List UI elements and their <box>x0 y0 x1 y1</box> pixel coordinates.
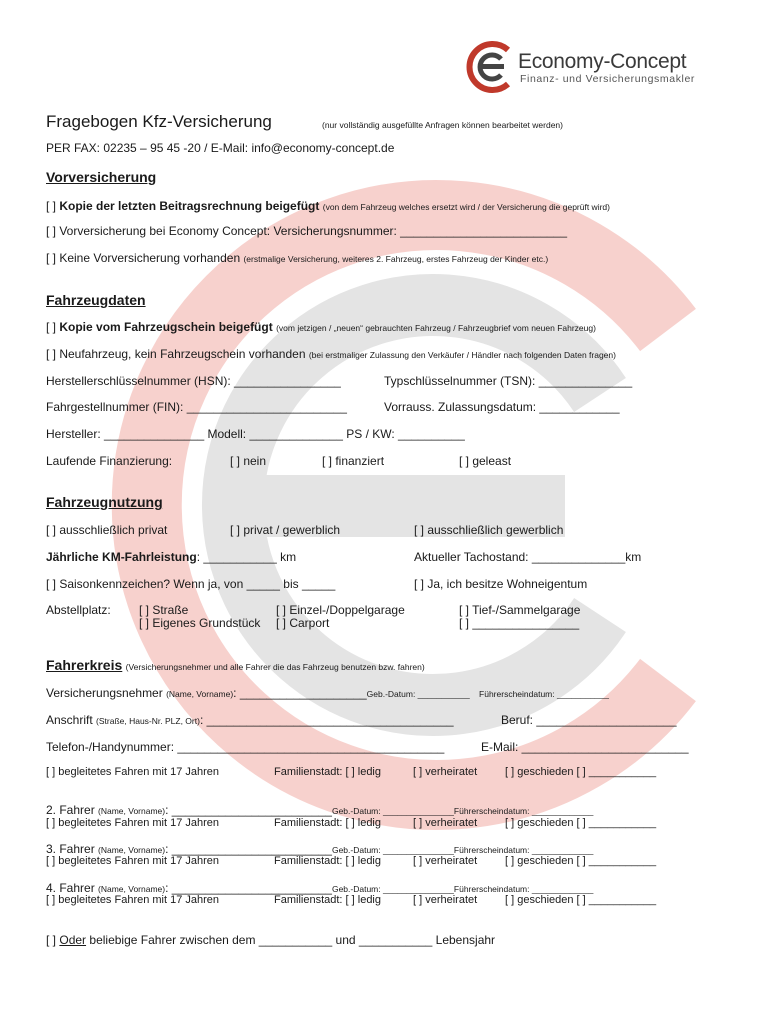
fahrer-2-name-field[interactable] <box>46 803 593 817</box>
company-logo-icon <box>462 40 516 94</box>
fahrer-3-begleitet[interactable]: [ ] begleitetes Fahren mit 17 Jahren <box>46 855 220 867</box>
option-geleast[interactable]: [ ] geleast <box>459 454 512 468</box>
fahrer-4-geschieden[interactable]: [ ] geschieden [ ] ___________ <box>505 894 657 906</box>
option-garage[interactable]: [ ] Einzel-/Doppelgarage <box>276 603 405 617</box>
vn-geb[interactable]: Geb.-Datum: ___________ <box>366 689 470 699</box>
vn-blank: : ___________________ <box>233 686 367 700</box>
fahrer-label: 4. Fahrer <box>46 881 95 895</box>
fahrer-fs[interactable]: Führerscheindatum: _____________ <box>453 845 594 855</box>
option-grundstueck[interactable]: [ ] Eigenes Grundstück <box>139 616 261 630</box>
telefon-field[interactable]: Telefon-/Handynummer: ________________________________________ <box>46 740 445 754</box>
vn-fs[interactable]: Führerscheindatum: ___________ <box>479 689 609 699</box>
fahrer-3-verheiratet[interactable]: [ ] verheiratet <box>413 855 478 867</box>
fahrer-4-verheiratet[interactable]: [ ] verheiratet <box>413 894 478 906</box>
fahrer-2-geschieden[interactable]: [ ] geschieden [ ] ___________ <box>505 817 657 829</box>
fahrer-4-begleitet[interactable]: [ ] begleitetes Fahren mit 17 Jahren <box>46 894 220 906</box>
vn-geschieden[interactable]: [ ] geschieden [ ] ___________ <box>505 766 657 778</box>
vorversicherung-row-3[interactable] <box>46 251 548 265</box>
row-label: Kopie der letzten Beitragsrechnung beigefügt <box>59 199 320 213</box>
saison-field[interactable]: [ ] Saisonkennzeichen? Wenn ja, von _____ bis _____ <box>46 577 336 591</box>
fahrer-3-name-field[interactable] <box>46 842 593 856</box>
fahrer-2-familienstand[interactable]: Familienstadt: [ ] ledig <box>274 817 381 829</box>
km-field[interactable] <box>46 550 296 564</box>
fahrer-blank: : ________________________ <box>165 881 332 895</box>
option-nein[interactable]: [ ] nein <box>230 454 267 468</box>
km-label: Jährliche KM-Fahrleistung <box>46 550 197 564</box>
vn-name-field[interactable] <box>46 686 609 700</box>
fahrer-geb[interactable]: Geb.-Datum: _______________ <box>331 884 454 894</box>
option-privat-gewerblich[interactable]: [ ] privat / gewerblich <box>230 523 341 537</box>
tacho-field[interactable]: Aktueller Tachostand: ______________km <box>414 550 642 564</box>
fahrer-geb[interactable]: Geb.-Datum: _______________ <box>331 845 454 855</box>
tsn-field[interactable]: Typschlüsselnummer (TSN): ______________ <box>384 374 633 388</box>
fahrer-blank: : ________________________ <box>165 842 332 856</box>
option-gewerblich[interactable]: [ ] ausschließlich gewerblich <box>414 523 564 537</box>
checkbox[interactable]: [ ] <box>46 199 57 213</box>
option-strasse[interactable]: [ ] Straße <box>139 603 189 617</box>
hsn-field[interactable]: Herstellerschlüsselnummer (HSN): ________________ <box>46 374 341 388</box>
checkbox[interactable]: [ ] <box>46 320 57 334</box>
fahrer-fs[interactable]: Führerscheindatum: _____________ <box>453 806 594 816</box>
fahrzeugdaten-row-1 <box>46 320 596 334</box>
anschrift-blank: : _____________________________________ <box>199 713 454 727</box>
vn-note: (Name, Vorname) <box>166 689 234 699</box>
row-label: Kopie vom Fahrzeugschein beigefügt <box>59 320 273 334</box>
fahrer-note: (Name, Vorname) <box>98 884 166 894</box>
anschrift-note: (Straße, Haus-Nr. PLZ, Ort) <box>96 716 200 726</box>
fahrer-note: (Name, Vorname) <box>98 845 166 855</box>
row-label: [ ] Neufahrzeug, kein Fahrzeugschein vorhanden <box>46 347 306 361</box>
fahrer-geb[interactable]: Geb.-Datum: _______________ <box>331 806 454 816</box>
option-sonstiges[interactable]: [ ] ________________ <box>459 616 580 630</box>
fahrer-3-familienstand[interactable]: Familienstadt: [ ] ledig <box>274 855 381 867</box>
section-heading-fahrzeugnutzung: Fahrzeugnutzung <box>46 494 163 510</box>
row-note: (bei erstmaliger Zulassung den Verkäufer / Händler nach folgenden Daten fragen) <box>308 350 616 360</box>
fahrer-blank: : ________________________ <box>165 803 332 817</box>
page-title: Fragebogen Kfz-Versicherung <box>46 112 272 131</box>
section-heading-fahrzeugdaten: Fahrzeugdaten <box>46 292 146 308</box>
fahrer-label: 2. Fahrer <box>46 803 95 817</box>
oder-word: Oder <box>59 933 87 947</box>
option-tiefgarage[interactable]: [ ] Tief-/Sammelgarage <box>459 603 581 617</box>
logo-subtitle: Finanz- und Versicherungsmakler <box>520 73 696 85</box>
fahrer-4-familienstand[interactable]: Familienstadt: [ ] ledig <box>274 894 381 906</box>
checkbox[interactable]: [ ] <box>46 933 57 947</box>
km-blank: : ___________ km <box>196 550 297 564</box>
option-wohneigentum[interactable]: [ ] Ja, ich besitze Wohneigentum <box>414 577 588 591</box>
beruf-field[interactable]: Beruf: _____________________ <box>501 713 677 727</box>
vorversicherung-row-2[interactable]: [ ] Vorversicherung bei Economy Concept: Versicherungsnummer: _________________________ <box>46 224 568 238</box>
vn-verheiratet[interactable]: [ ] verheiratet <box>413 766 478 778</box>
row-note: (vom jetzigen / „neuen“ gebrauchten Fahrzeug / Fahrzeugbrief vom neuen Fahrzeug) <box>276 323 596 333</box>
fin-field[interactable]: Fahrgestellnummer (FIN): ________________________ <box>46 400 347 414</box>
fahrer-3-geschieden[interactable]: [ ] geschieden [ ] ___________ <box>505 855 657 867</box>
fahrer-note: (Name, Vorname) <box>98 806 166 816</box>
contact-line: PER FAX: 02235 – 95 45 -20 / E-Mail: info@economy-concept.de <box>46 141 395 155</box>
anschrift-label: Anschrift <box>46 713 93 727</box>
logo-name: Economy-Concept <box>518 50 687 73</box>
oder-text: beliebige Fahrer zwischen dem ___________ und ___________ Lebensjahr <box>89 933 496 947</box>
section-heading-vorversicherung: Vorversicherung <box>46 169 157 185</box>
option-privat[interactable]: [ ] ausschließlich privat <box>46 523 168 537</box>
row-label: [ ] Keine Vorversicherung vorhanden <box>46 251 241 265</box>
heading-note: (Versicherungsnehmer und alle Fahrer die das Fahrzeug benutzen bzw. fahren) <box>125 662 425 672</box>
vn-familienstand[interactable]: Familienstadt: [ ] ledig <box>274 766 381 778</box>
zulassung-field[interactable]: Vorrauss. Zulassungsdatum: ____________ <box>384 400 620 414</box>
abstellplatz-label: Abstellplatz: <box>46 603 111 617</box>
hersteller-field[interactable]: Hersteller: _______________ Modell: ______________ PS / KW: __________ <box>46 427 465 441</box>
row-note: (von dem Fahrzeug welches ersetzt wird / der Versicherung die geprüft wird) <box>322 202 610 212</box>
fahrzeugdaten-row-2[interactable] <box>46 347 616 361</box>
title-note: (nur vollständig ausgefüllte Anfragen können bearbeitet werden) <box>322 120 563 130</box>
vorversicherung-row-1 <box>46 199 610 213</box>
oder-row[interactable] <box>46 933 495 947</box>
fahrer-label: 3. Fahrer <box>46 842 95 856</box>
option-carport[interactable]: [ ] Carport <box>276 616 330 630</box>
fahrerkreis-heading-row <box>46 657 425 673</box>
fahrer-4-name-field[interactable] <box>46 881 593 895</box>
section-heading-fahrerkreis: Fahrerkreis <box>46 657 123 673</box>
vn-label: Versicherungsnehmer <box>46 686 163 700</box>
email-field[interactable]: E-Mail: _________________________ <box>481 740 689 754</box>
option-finanziert[interactable]: [ ] finanziert <box>322 454 385 468</box>
fahrer-2-verheiratet[interactable]: [ ] verheiratet <box>413 817 478 829</box>
vn-begleitet[interactable]: [ ] begleitetes Fahren mit 17 Jahren <box>46 766 220 778</box>
finanzierung-label: Laufende Finanzierung: <box>46 454 173 468</box>
fahrer-fs[interactable]: Führerscheindatum: _____________ <box>453 884 594 894</box>
fahrer-2-begleitet[interactable]: [ ] begleitetes Fahren mit 17 Jahren <box>46 817 220 829</box>
row-note: (erstmalige Versicherung, weiteres 2. Fahrzeug, erstes Fahrzeug der Kinder etc.) <box>243 254 549 264</box>
anschrift-field[interactable] <box>46 713 454 727</box>
